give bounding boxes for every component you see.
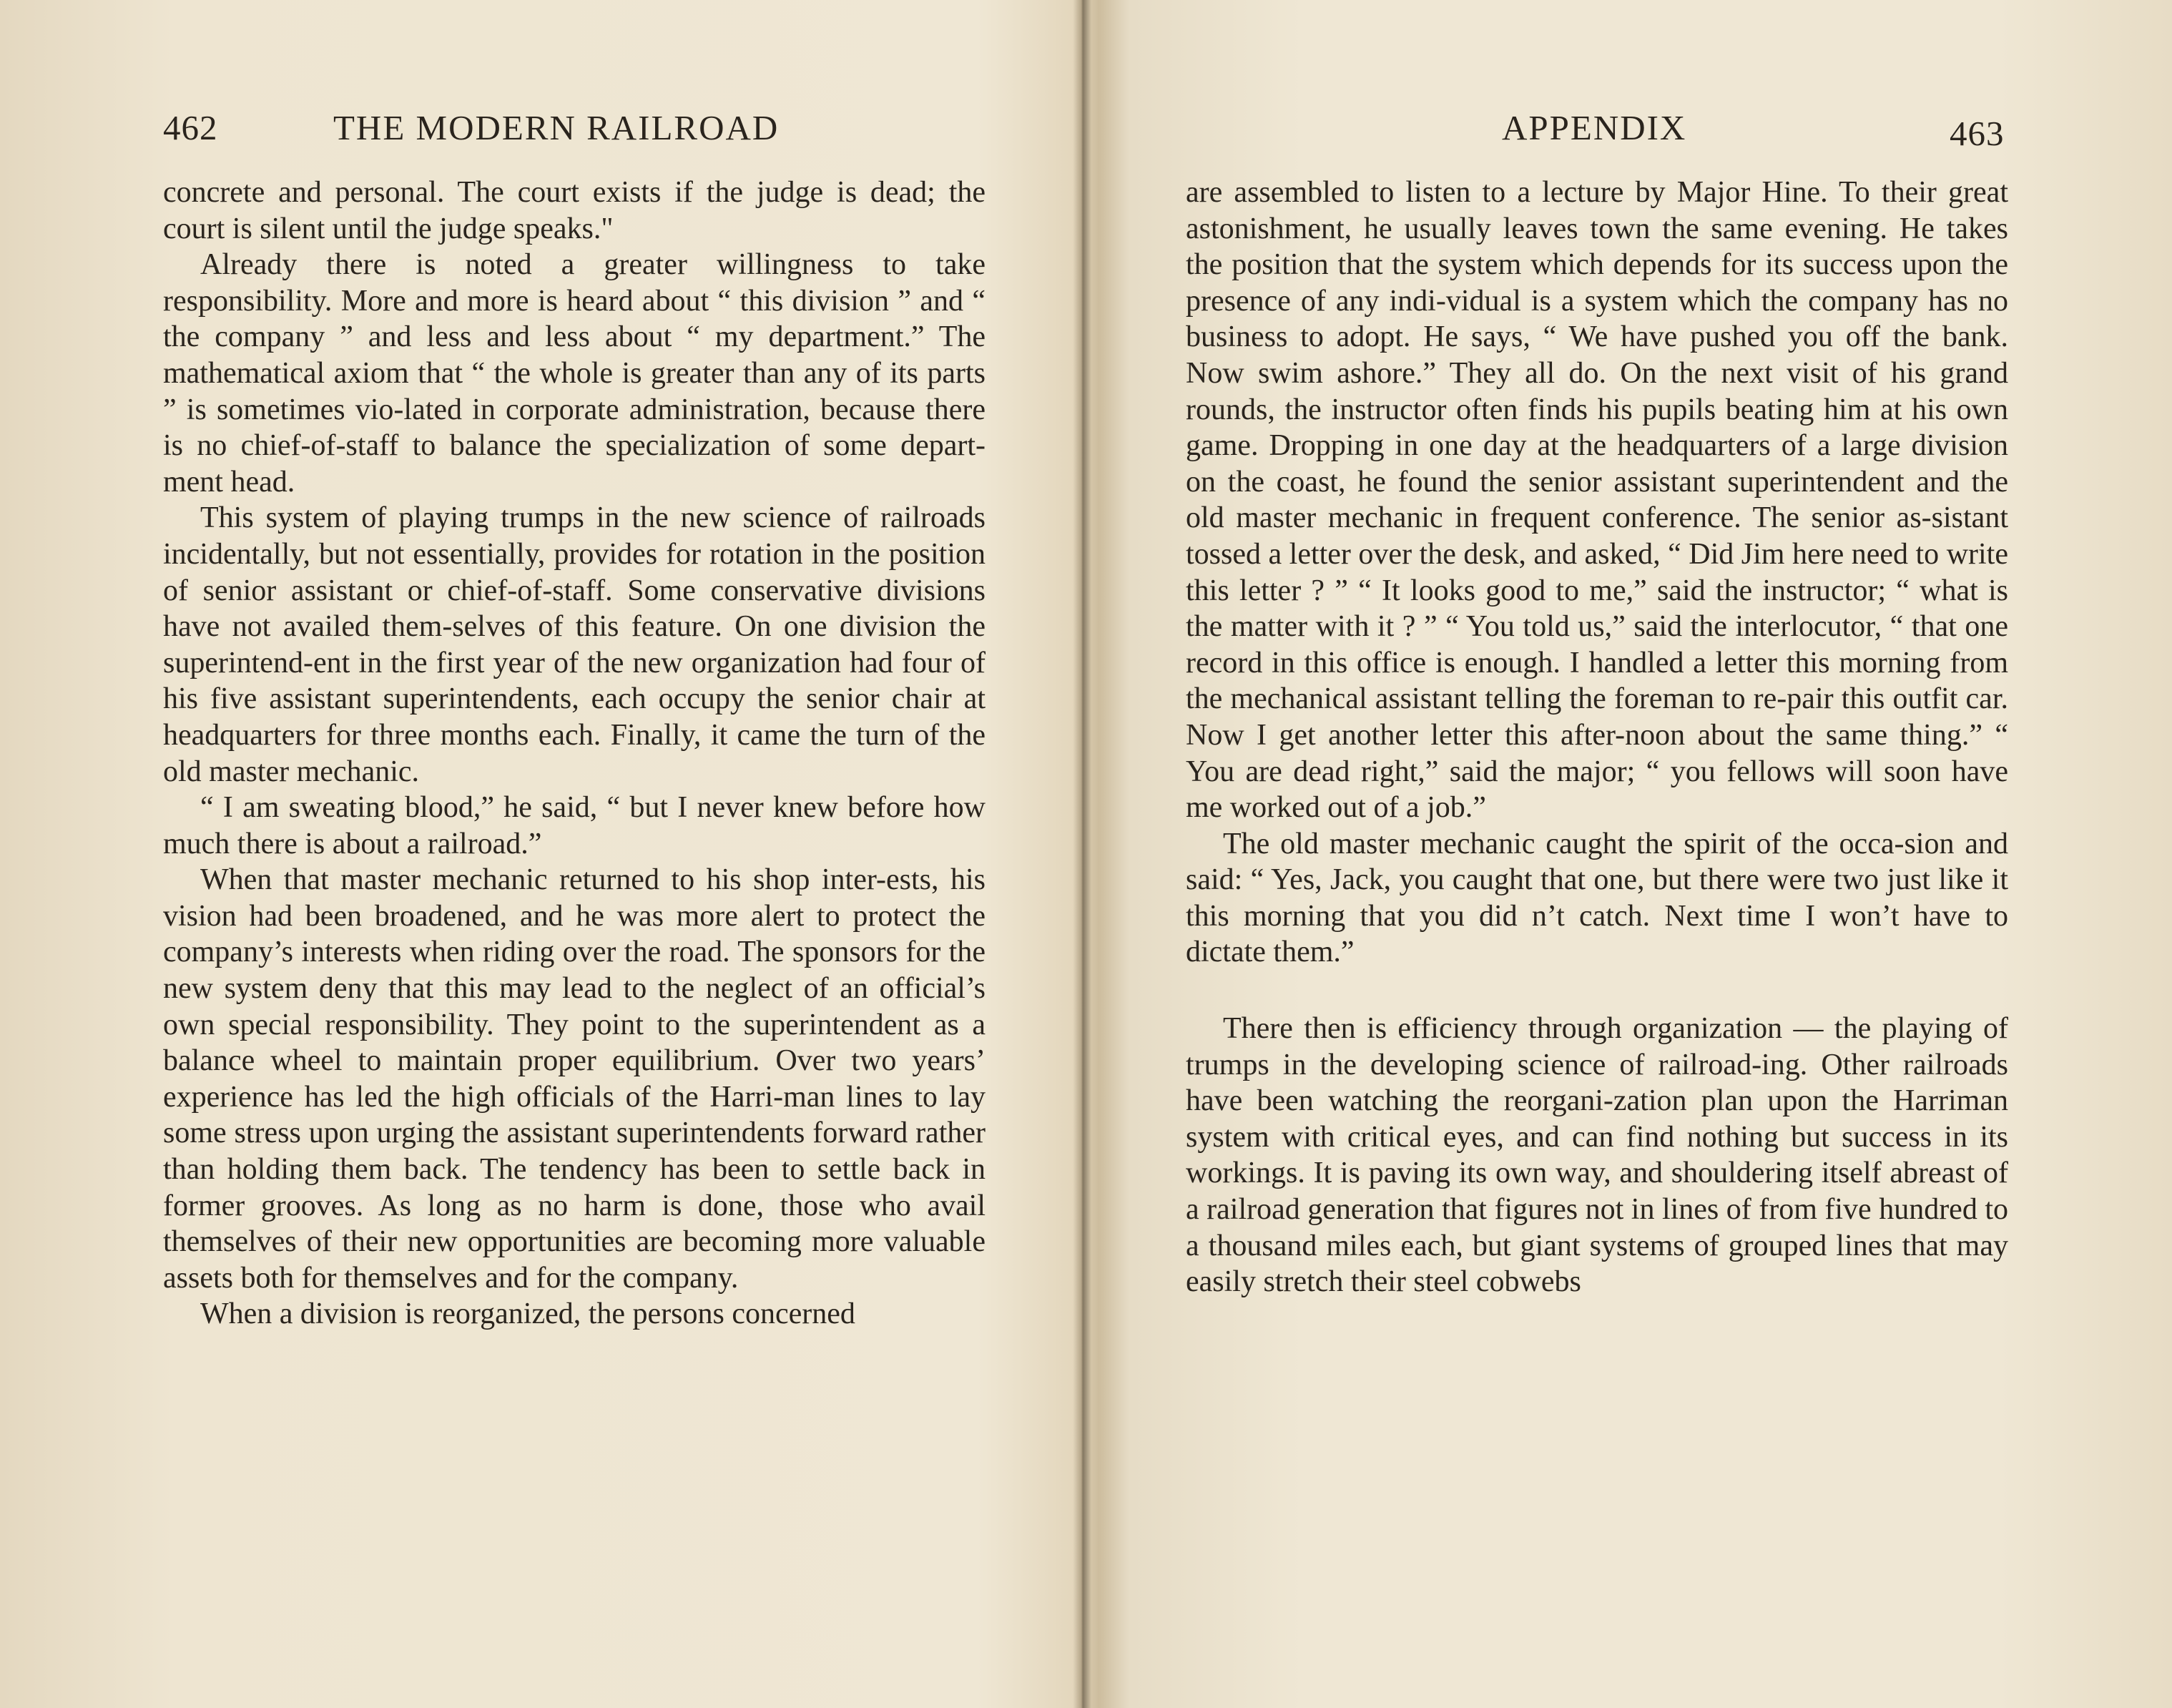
- page-number: 462: [163, 108, 218, 147]
- paragraph: When a division is reorganized, the persons concerned: [200, 1297, 855, 1331]
- paragraph: When that master mechanic returned to his shop inter-ests, his vision had been broadened, and he was more alert to protect the company’s interests when riding over the road. The sponsors for the new system deny that this may lead to the neglect of an official’s own special responsibility. They point to the superintendent as a balance wheel to maintain proper equilibrium. Over two years’ experience has led the high officials of the Harri-man lines to lay some stress upon urging the assistant superintendents forward rather than holding them back. The tendency has been to settle back in former grooves. As long as no harm is done, those who avail themselves of their new opportunities are becoming more valuable assets both for themselves and for the company.: [163, 863, 986, 1295]
- paragraph: concrete and personal. The court exists if the judge is dead; the court is silent until the judge speaks.": [163, 176, 986, 245]
- paragraph: are assembled to listen to a lecture by Major Hine. To their great astonishment, he usually leaves town the same evening. He takes the position that the system which depends for its success upon the presence of any indi-vidual is a system which the company has no business to adopt. He says, “ We have pushed you off the bank. Now swim ashore.” They all do. On the next visit of his grand rounds, the instructor often finds his pupils beating him at his own game. Dropping in one day at the headquarters of a large division on the coast, he found the senior assistant superintendent and the old master mechanic in frequent conference. The senior as-sistant tossed a letter over the desk, and asked, “ Did Jim here need to write this letter ? ” “ It looks good to me,” said the instructor; “ what is the matter with it ? ” “ You told us,” said the interlocutor, “ that one record in this office is enough. I handled a letter this morning from the mechanical assistant telling the foreman to re-pair this outfit car. Now I get another letter this after-noon about the same thing.” “ You are dead right,” said the major; “ you fellows will soon have me worked out of a job.”: [1186, 176, 2008, 825]
- running-title: THE MODERN RAILROAD: [333, 108, 780, 147]
- paragraph: Already there is noted a greater willingness to take responsibility. More and more is heard about “ this division ” and “ the company ” and less and less about “ my department.” The mathematical axiom that “ the whole is greater than any of its parts ” is sometimes vio-lated in corporate administration, because there is no chief-of-staff to balance the specialization of some depart-ment head.: [163, 248, 986, 499]
- running-title: APPENDIX: [1502, 108, 1687, 147]
- page-body: [1186, 175, 2008, 1300]
- paragraph: The old master mechanic caught the spirit of the occa-sion and said: “ Yes, Jack, you caught that one, but there were two just like it this morning that you did n’t catch. Next time I won’t have to dictate them.”: [1186, 827, 2008, 969]
- paragraph: “ I am sweating blood,” he said, “ but I never knew before how much there is about a railroad.”: [163, 791, 986, 860]
- left-page: [0, 0, 1073, 1708]
- book-gutter: [1073, 0, 1091, 1708]
- paragraph: This system of playing trumps in the new science of railroads incidentally, but not essentially, provides for rotation in the position of senior assistant or chief-of-staff. Some conservative divisions have not availed them-selves of this feature. On one division the superintend-ent in the first year of the new organization had four of his five assistant superintendents, each occupy the senior chair at headquarters for three months each. Finally, it came the turn of the old master mechanic.: [163, 501, 986, 788]
- page-body: [163, 175, 986, 1332]
- page-number: 463: [1950, 114, 2005, 153]
- paragraph: There then is efficiency through organization — the playing of trumps in the developing science of railroad-ing. Other railroads have been watching the reorgani-zation plan upon the Harriman system with critical eyes, and can find nothing but success in its workings. It is paving its own way, and shouldering itself abreast of a railroad generation that figures not in lines of from five hundred to a thousand miles each, but giant systems of grouped lines that may easily stretch their steel cobwebs: [1186, 1012, 2008, 1299]
- right-page: [1091, 0, 2172, 1708]
